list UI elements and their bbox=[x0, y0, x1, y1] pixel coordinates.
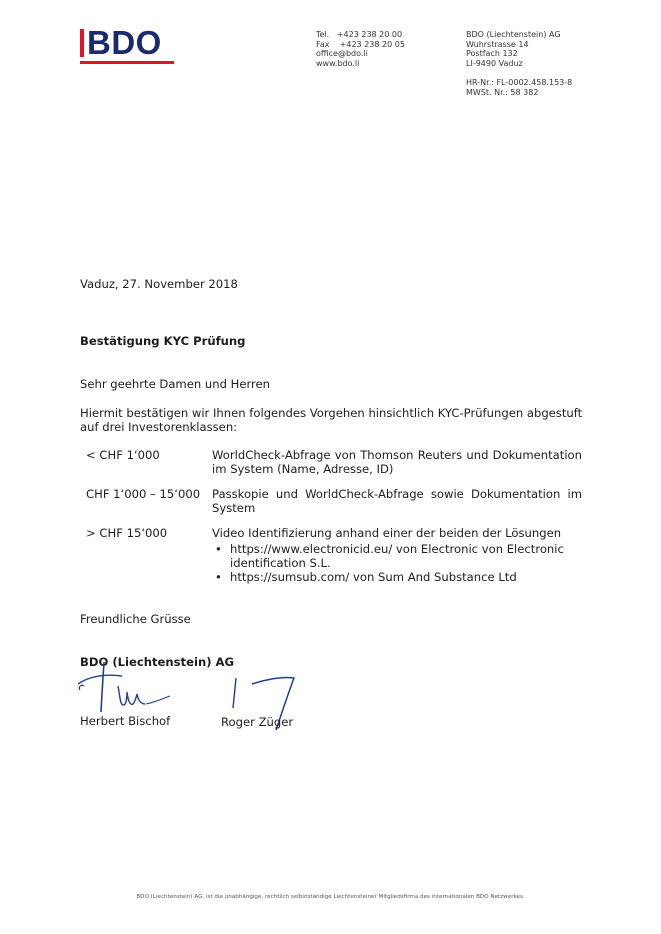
list-item bbox=[215, 570, 585, 584]
signature-herbert-bischof bbox=[76, 660, 176, 720]
letter-greeting: Sehr geehrte Damen und Herren bbox=[80, 377, 271, 391]
address-block bbox=[466, 30, 561, 68]
bdo-logo bbox=[80, 24, 174, 67]
address-line: BDO (Liechtenstein) AG bbox=[466, 30, 561, 39]
tier-range: > CHF 15‘000 bbox=[86, 526, 168, 540]
list-item bbox=[215, 542, 585, 570]
bullet-icon: • bbox=[215, 570, 222, 584]
logo-underline bbox=[80, 61, 174, 64]
solution-text: https://www.electronicid.eu/ von Electronic von Electronic identification S.L. bbox=[230, 542, 564, 570]
contact-block bbox=[316, 30, 405, 68]
registration-line: HR-Nr.: FL-0002.458.153-8 bbox=[466, 78, 573, 87]
contact-website: www.bdo.li bbox=[316, 58, 360, 68]
contact-email: office@bdo.li bbox=[316, 49, 368, 59]
contact-fax: Fax +423 238 20 05 bbox=[316, 39, 405, 49]
tier-description: WorldCheck-Abfrage von Thomson Reuters und Dokumentation im System (Name, Adresse, ID) bbox=[212, 448, 582, 476]
footer-note: BDO (Liechtenstein) AG, ist die unabhängige, rechtlich selbstständige Liechtensteiner Mitgliedsfirma des internationalen BDO Netzwerkes. bbox=[136, 894, 525, 900]
letter-intro: Hiermit bestätigen wir Ihnen folgendes Vorgehen hinsichtlich KYC-Prüfungen abgestuft auf drei Investorenklassen: bbox=[80, 406, 583, 434]
solution-text: https://sumsub.com/ von Sum And Substance Ltd bbox=[230, 570, 517, 584]
closing: Freundliche Grüsse bbox=[80, 612, 191, 626]
registration-line: MWSt. Nr.: 58 382 bbox=[466, 87, 539, 97]
tier-range: CHF 1‘000 – 15‘000 bbox=[86, 487, 201, 501]
address-line: LI-9490 Vaduz bbox=[466, 58, 523, 68]
signer-name: Roger Züger bbox=[221, 715, 294, 729]
letter-date: Vaduz, 27. November 2018 bbox=[80, 277, 238, 291]
tier-description: Passkopie und WorldCheck-Abfrage sowie Dokumentation im System bbox=[212, 487, 582, 515]
logo-text: BDO bbox=[87, 24, 162, 61]
registration-block bbox=[466, 78, 572, 97]
address-line: Postfach 132 bbox=[466, 49, 518, 59]
tier-range: < CHF 1‘000 bbox=[86, 448, 160, 462]
solutions-list bbox=[215, 542, 585, 584]
contact-phone: Tel. +423 238 20 00 bbox=[316, 30, 403, 39]
address-line: Wuhrstrasse 14 bbox=[466, 39, 529, 49]
letter-subject: Bestätigung KYC Prüfung bbox=[80, 334, 246, 348]
tier-description: Video Identifizierung anhand einer der beiden der Lösungen bbox=[212, 526, 562, 540]
signer-name: Herbert Bischof bbox=[80, 714, 171, 728]
bullet-icon: • bbox=[215, 542, 222, 556]
logo-red-bar bbox=[80, 29, 84, 57]
company-name: BDO (Liechtenstein) AG bbox=[80, 655, 235, 669]
